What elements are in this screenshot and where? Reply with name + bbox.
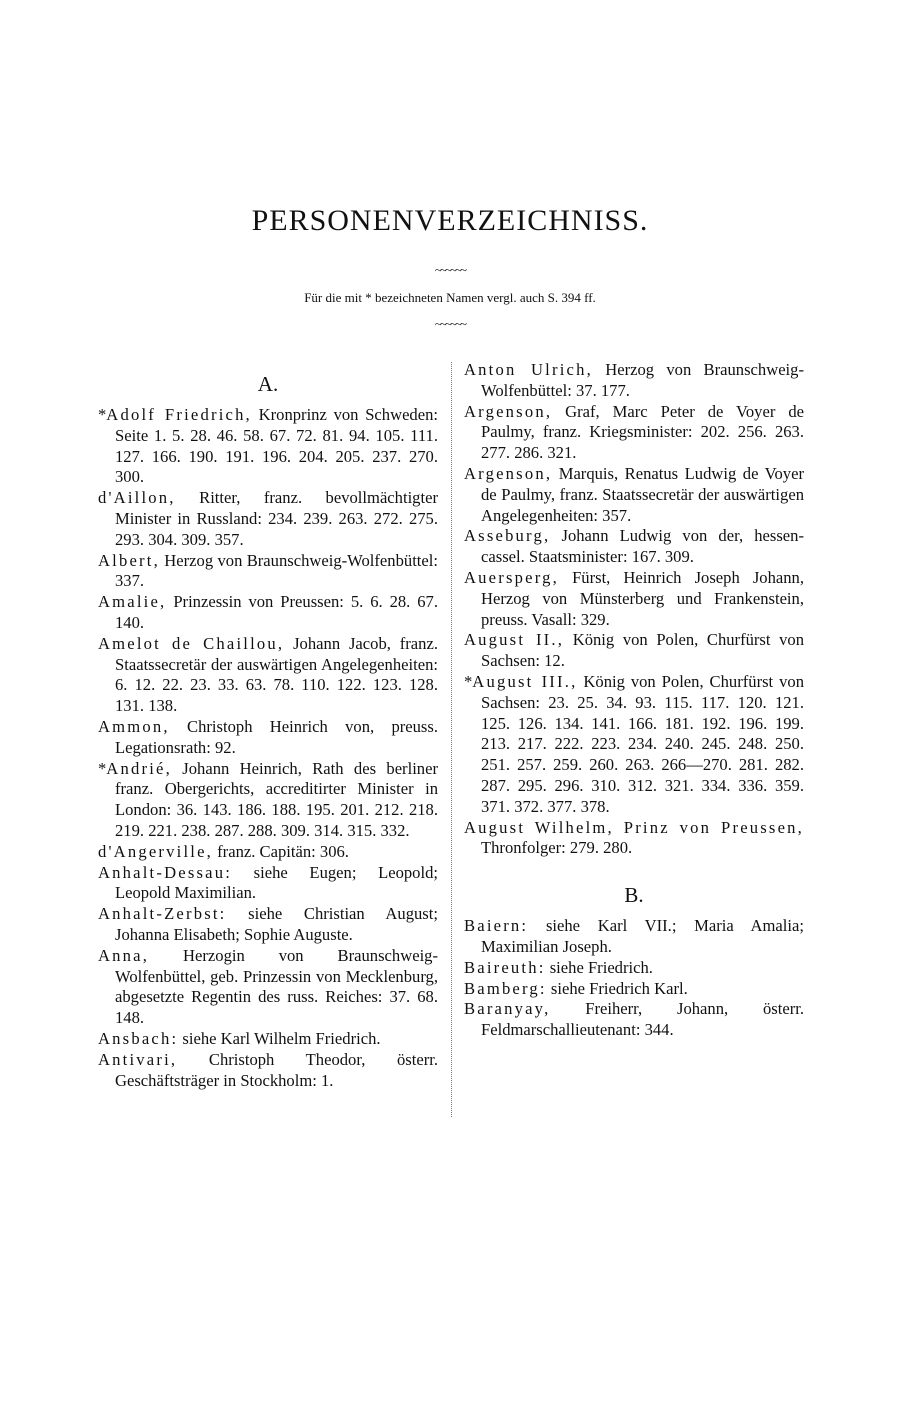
section-letter-a: A. xyxy=(257,372,279,396)
entry-name: August Wilhelm, Prinz von Preussen, xyxy=(464,817,804,837)
title-ornament: ~~~~~~ xyxy=(434,262,466,277)
entry-text: König von Polen, Churfürst von Sachsen: 23. 25. 34. 93. 115. 117. 120. 121. 125. 126. 134. 141. 166. 181. 192. 196. 199. 213. 217. 222. 223. 234. 240. 245. 248. 250. 251. 257. 259. 260. 263. 266—270. 281. 282. 287. 295. 296. 310. 312. 321. 334. 336. 359. 371. 372. 377. 378. xyxy=(481,671,804,816)
entry-text: Marquis, Renatus Ludwig de Voyer de Paulmy, franz. Staatssecretär der auswärtigen Angelegenheiten: 357. xyxy=(481,463,804,525)
index-entry xyxy=(464,402,804,464)
entry-text: Johann Heinrich, Rath des berliner franz. Obergerichts, accreditirter Minister in London: 36. 143. 186. 188. 195. 201. 212. 218. 219. 221. 238. 287. 288. 309. 314. 315. 332. xyxy=(115,758,438,840)
entry-name: Albert, xyxy=(98,550,160,570)
entry-text: siehe Karl Wilhelm Friedrich. xyxy=(178,1028,381,1048)
entry-name: Auersperg, xyxy=(464,567,559,587)
entry-name: Anna, xyxy=(98,945,150,965)
index-entry xyxy=(98,759,438,842)
entry-text: Freiherr, Johann, österr. Feldmarschallieutenant: 344. xyxy=(481,999,804,1040)
entry-text: Kronprinz von Schweden: Seite 1. 5. 28. 46. 58. 67. 72. 81. 94. 105. 111. 127. 166. 190. 191. 196. 204. 205. 237. 270. 300. xyxy=(115,405,438,487)
right-entry-list-b xyxy=(464,916,804,1041)
index-entry xyxy=(98,551,438,593)
index-entry xyxy=(464,958,804,979)
column-divider xyxy=(451,362,452,1117)
index-entry xyxy=(98,946,438,1029)
entry-text: siehe Karl VII.; Maria Amalia; Maximilian Joseph. xyxy=(481,916,804,956)
entry-text: Thronfolger: 279. 280. xyxy=(481,838,633,858)
page-title: PERSONENVERZEICHNISS. xyxy=(251,204,649,237)
entry-text: siehe Christian August; Johanna Elisabeth; Sophie Auguste. xyxy=(115,904,438,944)
index-entry xyxy=(464,464,804,526)
entry-name: Anton Ulrich, xyxy=(464,360,593,379)
entry-name: Argenson, xyxy=(464,401,553,421)
entry-name: Amelot de Chaillou, xyxy=(98,633,285,653)
entry-name: Adolf Friedrich, xyxy=(106,405,252,424)
index-entry xyxy=(98,863,438,905)
entry-name: Ansbach: xyxy=(98,1028,179,1048)
star-note: Für die mit * bezeichneten Namen vergl. auch S. 394 ff. xyxy=(304,290,596,305)
index-entry xyxy=(464,360,804,402)
entry-text: Graf, Marc Peter de Voyer de Paulmy, franz. Kriegsminister: 202. 256. 263. 277. 286. 321. xyxy=(481,401,804,463)
entry-name: Baiern: xyxy=(464,916,529,936)
entry-name: August III., xyxy=(472,671,578,691)
entry-name: Asseburg, xyxy=(464,526,551,546)
entry-text: Herzog von Braunschweig-Wolfenbüttel: 37. 177. xyxy=(481,360,804,400)
entry-name: Bamberg: xyxy=(464,978,547,998)
left-column xyxy=(98,360,438,1091)
entry-text: siehe Friedrich. xyxy=(545,957,653,977)
right-column xyxy=(464,360,804,1041)
entry-name: Ammon, xyxy=(98,716,170,736)
index-entry xyxy=(464,672,804,818)
entry-name: Argenson, xyxy=(464,463,553,483)
index-entry xyxy=(464,916,804,958)
index-entry xyxy=(464,526,804,568)
index-entry xyxy=(464,979,804,1000)
star-marker: * xyxy=(464,671,473,691)
entry-text: Johann Ludwig von der, hessen-cassel. Staatsminister: 167. 309. xyxy=(481,526,804,567)
index-entry xyxy=(98,1029,438,1050)
index-entry xyxy=(464,818,804,860)
right-entry-list-a xyxy=(464,360,804,859)
index-entry xyxy=(98,634,438,717)
star-marker: * xyxy=(98,758,107,778)
index-entry xyxy=(98,904,438,946)
entry-text: Herzogin von Braunschweig-Wolfenbüttel, geb. Prinzessin von Mecklenburg, abgesetzte Regentin des russ. Reiches: 37. 68. 148. xyxy=(115,945,438,1028)
entry-text: Fürst, Heinrich Joseph Johann, Herzog von Münsterberg und Frankenstein, preuss. Vasall: 329. xyxy=(481,567,804,629)
entry-name: Anhalt-Dessau: xyxy=(98,862,233,882)
index-entry xyxy=(464,568,804,630)
entry-name: Andrié, xyxy=(106,758,172,778)
left-entry-list xyxy=(98,405,438,1091)
entry-text: franz. Capitän: 306. xyxy=(213,841,349,861)
entry-name: Antivari, xyxy=(98,1049,178,1069)
index-entry xyxy=(464,999,804,1041)
entry-name: Baireuth: xyxy=(464,957,546,977)
entry-text: Herzog von Braunschweig-Wolfenbüttel: 337. xyxy=(115,550,438,591)
index-entry xyxy=(98,717,438,759)
entry-text: Prinzessin von Preussen: 5. 6. 28. 67. 140. xyxy=(115,592,438,632)
entry-name: Amalie, xyxy=(98,592,167,612)
index-entry xyxy=(464,630,804,672)
star-marker: * xyxy=(98,405,107,424)
section-letter-b: B. xyxy=(624,883,644,908)
entry-text: siehe Eugen; Leopold; Leopold Maximilian. xyxy=(115,862,438,903)
index-entry xyxy=(98,405,438,488)
entry-text: Christoph Heinrich von, preuss. Legationsrath: 92. xyxy=(115,716,438,757)
index-entry xyxy=(98,842,438,863)
entry-text: Johann Jacob, franz. Staatssecretär der auswärtigen Angelegenheiten: 6. 12. 22. 23. 33. 63. 78. 110. 122. 123. 128. 131. 138. xyxy=(115,633,438,716)
index-entry xyxy=(98,488,438,550)
entry-text: Ritter, franz. bevollmächtigter Minister in Russland: 234. 239. 263. 272. 275. 293. 304. 309. 357. xyxy=(115,488,438,549)
entry-name: d'Aillon, xyxy=(98,488,176,508)
entry-name: d'Angerville, xyxy=(98,841,213,861)
note-ornament: ~~~~~~ xyxy=(434,316,466,331)
entry-name: Baranyay, xyxy=(464,999,551,1019)
index-entry xyxy=(98,1050,438,1092)
index-entry xyxy=(98,592,438,634)
entry-name: Anhalt-Zerbst: xyxy=(98,904,227,924)
entry-text: König von Polen, Churfürst von Sachsen: 12. xyxy=(481,630,804,671)
entry-text: Christoph Theodor, österr. Geschäftsträger in Stockholm: 1. xyxy=(115,1049,438,1090)
entry-text: siehe Friedrich Karl. xyxy=(546,978,688,998)
entry-name: August II., xyxy=(464,630,565,650)
